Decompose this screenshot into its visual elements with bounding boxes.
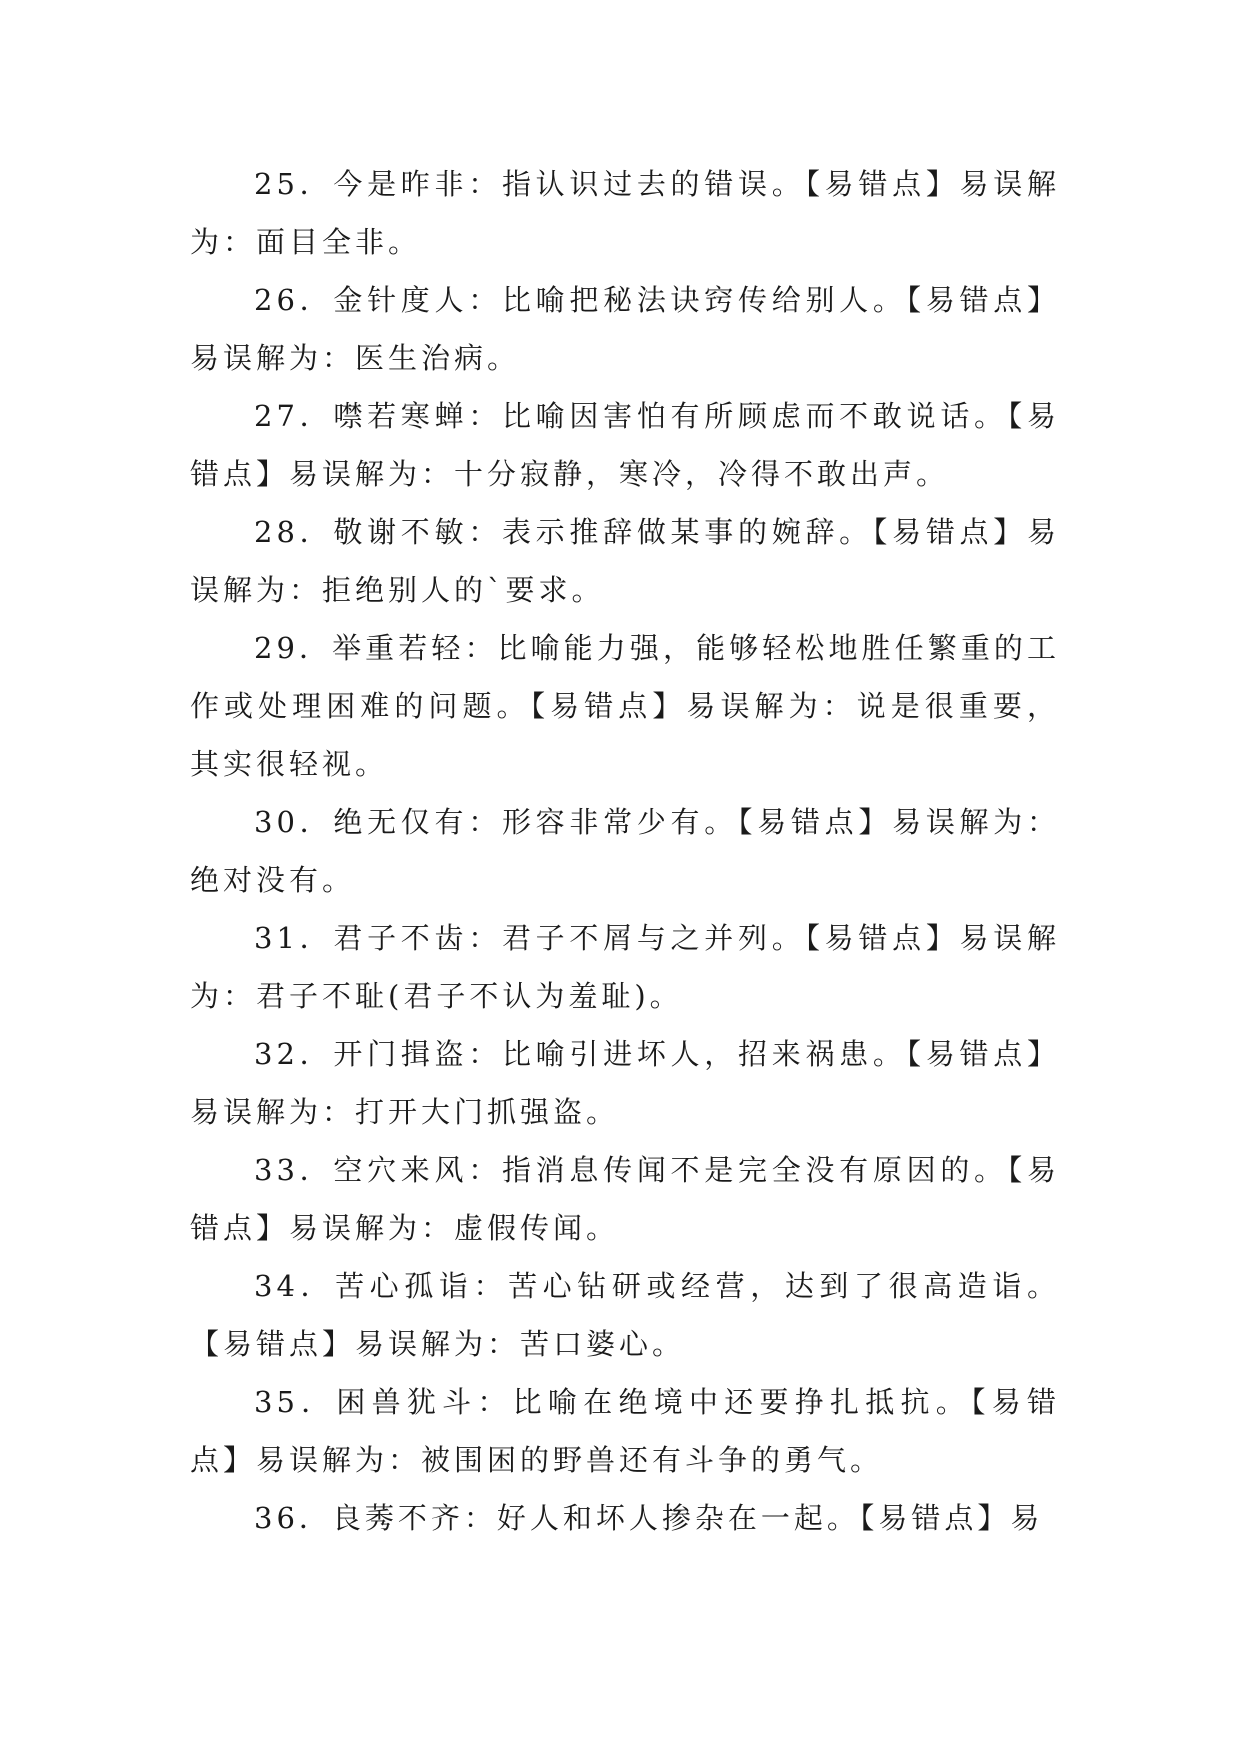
entry-33: 33．空穴来风：指消息传闻不是完全没有原因的。【易错点】易误解为：虚假传闻。 — [190, 1153, 1060, 1245]
entry-31: 31．君子不齿：君子不屑与之并列。【易错点】易误解为：君子不耻(君子不认为羞耻)。 — [190, 921, 1060, 1013]
entry-36: 36．良莠不齐：好人和坏人掺杂在一起。【易错点】易 — [254, 1501, 1044, 1535]
entry-34: 34．苦心孤诣：苦心钻研或经营，达到了很高造诣。【易错点】易误解为：苦口婆心。 — [190, 1269, 1060, 1361]
entry-28: 28．敬谢不敏：表示推辞做某事的婉辞。【易错点】易误解为：拒绝别人的`要求。 — [190, 515, 1060, 607]
entry-30: 30．绝无仅有：形容非常少有。【易错点】易误解为：绝对没有。 — [190, 805, 1060, 897]
entry-35: 35．困兽犹斗：比喻在绝境中还要挣扎抵抗。【易错点】易误解为：被围困的野兽还有斗争的勇气。 — [190, 1385, 1060, 1477]
entry-25: 25．今是昨非：指认识过去的错误。【易错点】易误解为：面目全非。 — [190, 167, 1060, 259]
entry-32: 32．开门揖盗：比喻引进坏人，招来祸患。【易错点】易误解为：打开大门抓强盗。 — [190, 1037, 1060, 1129]
entry-27: 27．噤若寒蝉：比喻因害怕有所顾虑而不敢说话。【易错点】易误解为：十分寂静，寒冷，冷得不敢出声。 — [190, 399, 1060, 491]
entry-26: 26．金针度人：比喻把秘法诀窍传给别人。【易错点】易误解为：医生治病。 — [190, 283, 1060, 375]
document-body — [190, 155, 1060, 1547]
entry-29: 29．举重若轻：比喻能力强，能够轻松地胜任繁重的工作或处理困难的问题。【易错点】易误解为：说是很重要，其实很轻视。 — [190, 631, 1060, 781]
